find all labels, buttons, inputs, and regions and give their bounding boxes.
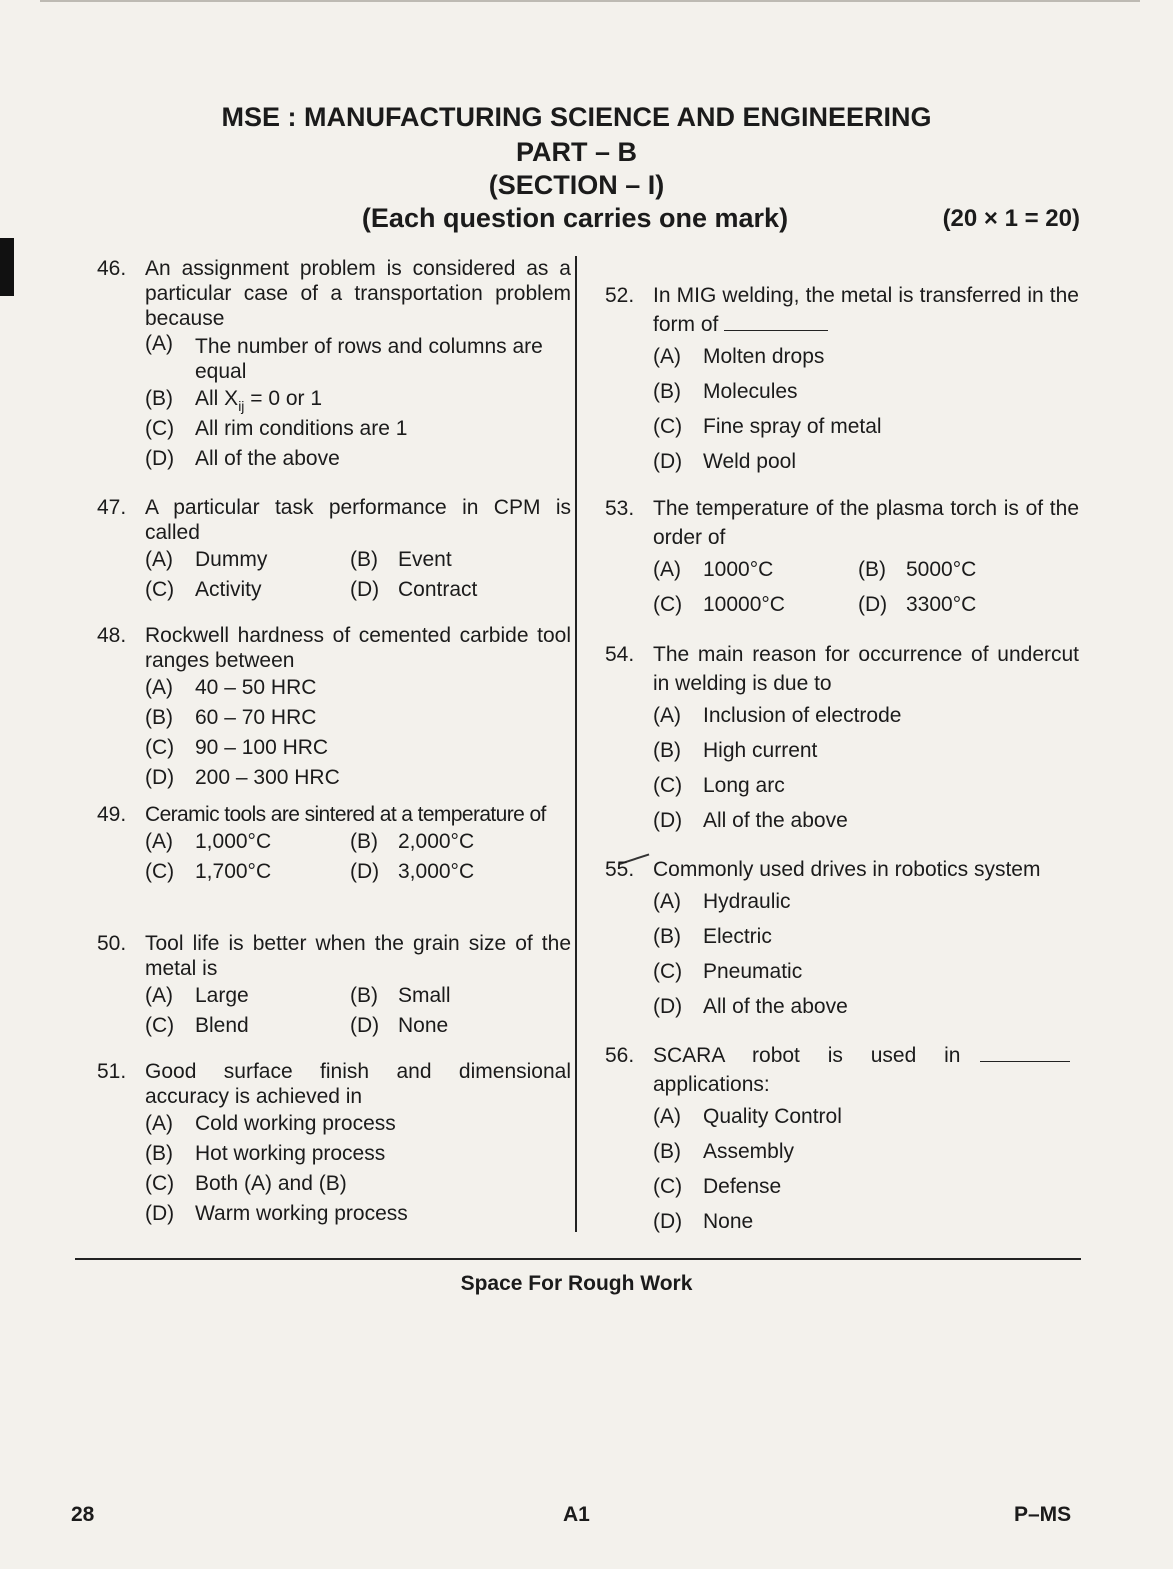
question-stem: Tool life is better when the grain size of the metal is [145, 932, 571, 980]
page-number: 28 [71, 1503, 95, 1526]
option-d: (D) Warm working process [145, 1202, 408, 1225]
question-56 [605, 1041, 1079, 1239]
option-c: (C) Pneumatic [653, 960, 803, 983]
question-number: 50. [97, 932, 127, 955]
column-divider [575, 256, 577, 1232]
options-row-1: (A) Large (B) Small [145, 984, 451, 1007]
options-row-2: (C) Activity (D) Contract [145, 578, 478, 601]
option-a: (A) The number of rows and columns are equal [145, 332, 543, 383]
option-a: (A) Molten drops [653, 345, 825, 368]
option-c: (C) Fine spray of metal [653, 415, 882, 438]
option-c: (C) Both (A) and (B) [145, 1172, 347, 1195]
top-edge-line [40, 0, 1140, 2]
option-b: (B) High current [653, 739, 818, 762]
question-47 [97, 495, 571, 605]
question-stem: The temperature of the plasma torch is of the order of [653, 497, 1079, 549]
question-stem: A particular task performance in CPM is called [145, 496, 571, 544]
timing-mark [0, 238, 14, 296]
paper-title: MSE : MANUFACTURING SCIENCE AND ENGINEERING [221, 102, 932, 132]
answer-blank [724, 310, 828, 331]
question-number: 53. [605, 497, 635, 520]
question-54 [605, 640, 1079, 838]
option-a: (A) 40 – 50 HRC [145, 676, 317, 699]
part-heading: PART – B [515, 137, 637, 167]
question-number: 49. [97, 803, 127, 826]
options-row-2: (C) Blend (D) None [145, 1014, 449, 1037]
total-marks: (20 × 1 = 20) [942, 205, 1080, 232]
option-c: (C) All rim conditions are 1 [145, 417, 408, 440]
marking-instruction: (Each question carries one mark) [361, 203, 789, 233]
question-number: 54. [605, 643, 635, 666]
question-52 [605, 281, 1079, 479]
option-a: (A) Cold working process [145, 1112, 396, 1135]
question-55 [605, 855, 1079, 1024]
question-stem: SCARA robot is used in [653, 1041, 1079, 1070]
option-d: (D) All of the above [653, 809, 848, 832]
option-b: (B) Assembly [653, 1140, 795, 1163]
question-46 [97, 256, 571, 474]
option-c: (C) Defense [653, 1175, 782, 1198]
options-row-2: (C) 1,700°C (D) 3,000°C [145, 860, 475, 883]
options-row-1: (A) 1,000°C (B) 2,000°C [145, 830, 475, 853]
section-heading: (SECTION – I) [488, 170, 665, 200]
option-a: (A) Quality Control [653, 1105, 842, 1128]
question-number: 48. [97, 624, 127, 647]
question-stem: Ceramic tools are sintered at a temperature of [145, 803, 546, 826]
question-number: 52. [605, 284, 635, 307]
option-d: (D) Weld pool [653, 450, 797, 473]
option-b: (B) Electric [653, 925, 772, 948]
question-51 [97, 1059, 571, 1229]
option-b: (B) 60 – 70 HRC [145, 706, 317, 729]
question-stem: An assignment problem is considered as a particular case of a transportation problem because [145, 257, 571, 330]
question-48 [97, 623, 571, 793]
options-row-1: (A) 1000°C (B) 5000°C [653, 558, 977, 581]
paper-code: P–MS [1014, 1503, 1072, 1526]
rough-work-label: Space For Rough Work [460, 1272, 693, 1295]
question-53 [605, 494, 1079, 622]
option-b: (B) All $X_{ij} = 0$ or 1 [145, 387, 323, 414]
question-stem: Commonly used drives in robotics system [653, 858, 1041, 881]
option-b: (B) Molecules [653, 380, 798, 403]
options-row-2: (C) 10000°C (D) 3300°C [653, 593, 977, 616]
question-stem: In MIG welding, the metal is transferred in the form of [653, 284, 1079, 336]
option-d: (D) All of the above [653, 995, 848, 1018]
question-stem: The main reason for occurrence of undercut in welding is due to [653, 643, 1079, 695]
question-number: 47. [97, 496, 127, 519]
question-50 [97, 931, 571, 1041]
option-c: (C) 90 – 100 HRC [145, 736, 329, 759]
question-stem-continued: applications: [653, 1073, 770, 1096]
option-c: (C) Long arc [653, 774, 785, 797]
option-b: (B) Hot working process [145, 1142, 386, 1165]
question-number: 55. [605, 858, 635, 881]
option-a: (A) Hydraulic [653, 890, 791, 913]
option-d: (D) 200 – 300 HRC [145, 766, 340, 789]
question-stem: Good surface finish and dimensional accuracy is achieved in [145, 1060, 571, 1108]
question-number: 51. [97, 1060, 127, 1083]
question-49 [97, 802, 571, 887]
question-number: 56. [605, 1044, 635, 1067]
answer-blank [980, 1041, 1070, 1062]
rough-work-divider [75, 1258, 1081, 1260]
question-number: 46. [97, 257, 127, 280]
options-row-1: (A) Dummy (B) Event [145, 548, 452, 571]
booklet-code: A1 [563, 1503, 590, 1526]
option-d: (D) None [653, 1210, 754, 1233]
option-a: (A) Inclusion of electrode [653, 704, 902, 727]
question-stem: Rockwell hardness of cemented carbide tool ranges between [145, 624, 571, 672]
option-d: (D) All of the above [145, 447, 340, 470]
